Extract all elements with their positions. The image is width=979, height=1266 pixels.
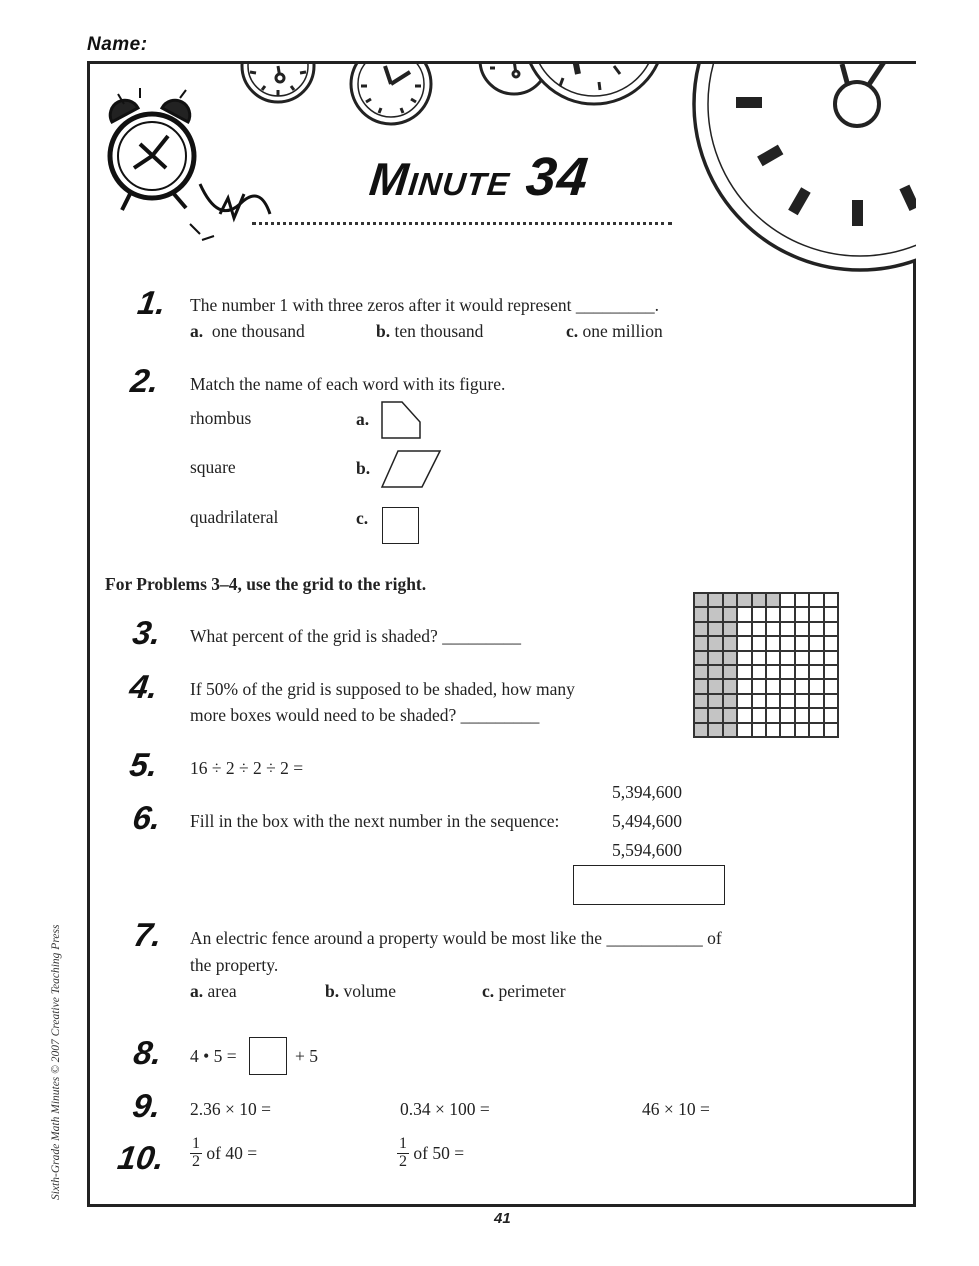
grid-cell-shaded	[708, 593, 722, 607]
problem-10-number: 10.	[115, 1139, 167, 1176]
sequence-answer-box[interactable]	[573, 865, 725, 905]
grid-cell	[809, 607, 823, 621]
problem-7-option-c: c. perimeter	[482, 981, 566, 1001]
grid-cell	[824, 607, 838, 621]
grid-cell	[766, 636, 780, 650]
title-underline	[252, 222, 672, 225]
problem-6-number: 6.	[130, 799, 164, 836]
problem-7-line1: An electric fence around a property would be most like the ___________ of	[190, 928, 722, 948]
problem-2-text: Match the name of each word with its figure.	[190, 374, 506, 394]
grid-cell	[795, 679, 809, 693]
section-heading: For Problems 3–4, use the grid to the right.	[105, 574, 427, 594]
problem-1-number: 1.	[135, 284, 169, 321]
problem-10-item-1: $\frac{1}{2}$ of 40 =	[192, 1135, 258, 1170]
grid-cell-shaded	[708, 636, 722, 650]
problem-1-option-a: a. one thousand	[190, 321, 305, 341]
grid-cell	[737, 636, 751, 650]
rhombus-figure	[380, 449, 442, 489]
grid-cell-shaded	[752, 593, 766, 607]
title-word: Minute	[367, 153, 513, 205]
grid-cell	[824, 723, 838, 737]
word-rhombus: rhombus	[190, 408, 252, 428]
grid-cell	[752, 708, 766, 722]
grid-cell-shaded	[708, 622, 722, 636]
grid-cell	[737, 679, 751, 693]
grid-cell	[824, 622, 838, 636]
grid-cell-shaded	[723, 593, 737, 607]
grid-cell	[780, 679, 794, 693]
grid-cell	[780, 665, 794, 679]
grid-cell	[737, 708, 751, 722]
problem-4-number: 4.	[127, 668, 161, 705]
grid-cell	[780, 708, 794, 722]
grid-cell	[737, 665, 751, 679]
grid-cell	[737, 607, 751, 621]
title-number: 34	[523, 147, 592, 207]
grid-cell	[780, 723, 794, 737]
grid-cell-shaded	[694, 651, 708, 665]
grid-cell-shaded	[737, 593, 751, 607]
grid-cell-shaded	[723, 723, 737, 737]
grid-cell-shaded	[723, 636, 737, 650]
grid-cell-shaded	[723, 679, 737, 693]
grid-cell	[824, 708, 838, 722]
grid-cell-shaded	[708, 708, 722, 722]
problem-5-text: 16 ÷ 2 ÷ 2 ÷ 2 =	[190, 758, 304, 778]
grid-cell	[752, 679, 766, 693]
problem-2-number: 2.	[128, 362, 162, 399]
grid-cell	[766, 679, 780, 693]
grid-cell	[752, 622, 766, 636]
grid-cell-shaded	[708, 694, 722, 708]
grid-cell	[752, 694, 766, 708]
grid-cell	[809, 723, 823, 737]
problem-1-option-c: c. one million	[566, 321, 663, 341]
grid-cell	[737, 622, 751, 636]
grid-cell	[780, 593, 794, 607]
grid-cell	[809, 665, 823, 679]
problem-8-answer-box[interactable]	[249, 1037, 287, 1075]
copyright-text: Sixth-Grade Math Minutes © 2007 Creative Teaching Press	[50, 924, 62, 1200]
grid-cell	[766, 665, 780, 679]
problem-7-line2: the property.	[190, 955, 279, 975]
grid-cell-shaded	[694, 622, 708, 636]
grid-cell	[809, 622, 823, 636]
grid-cell-shaded	[694, 679, 708, 693]
problem-6-text: Fill in the box with the next number in the sequence:	[190, 811, 560, 831]
grid-cell	[737, 651, 751, 665]
grid-cell	[752, 723, 766, 737]
word-quadrilateral: quadrilateral	[190, 507, 279, 527]
grid-cell-shaded	[708, 665, 722, 679]
grid-cell	[824, 665, 838, 679]
fraction-one-half: $\frac{1}{2}$	[192, 1135, 200, 1170]
problem-4-line1: If 50% of the grid is supposed to be shaded, how many	[190, 679, 575, 699]
problem-4-line2: more boxes would need to be shaded? _________	[190, 705, 540, 725]
alarm-clock-icon	[110, 88, 270, 240]
grid-cell	[780, 607, 794, 621]
problem-8-number: 8.	[131, 1034, 165, 1071]
grid-cell	[795, 636, 809, 650]
quadrilateral-figure	[380, 400, 422, 442]
problem-7-option-b: b. volume	[325, 981, 396, 1001]
grid-cell	[766, 607, 780, 621]
sequence-item-2: 5,494,600	[612, 811, 682, 831]
figure-c-label: c.	[356, 508, 369, 528]
figure-a-label: a.	[356, 409, 370, 429]
grid-cell	[795, 665, 809, 679]
grid-cell-shaded	[708, 651, 722, 665]
grid-cell	[752, 607, 766, 621]
problem-7-option-a: a. area	[190, 981, 237, 1001]
grid-cell	[766, 708, 780, 722]
problem-7-number: 7.	[131, 916, 165, 953]
grid-cell	[766, 651, 780, 665]
grid-cell-shaded	[723, 665, 737, 679]
problem-9-item-3: 46 × 10 =	[642, 1099, 710, 1119]
page-title	[367, 146, 592, 208]
grid-cell	[795, 694, 809, 708]
grid-cell-shaded	[694, 636, 708, 650]
grid-cell	[766, 723, 780, 737]
grid-cell	[795, 723, 809, 737]
grid-cell	[780, 694, 794, 708]
problem-5-number: 5.	[127, 746, 161, 783]
wall-clock-icon	[351, 64, 431, 124]
grid-cell-shaded	[723, 622, 737, 636]
grid-cell	[795, 651, 809, 665]
grid-cell-shaded	[708, 679, 722, 693]
fraction-one-half: $\frac{1}{2}$	[399, 1135, 407, 1170]
grid-cell-shaded	[723, 694, 737, 708]
grid-cell	[809, 708, 823, 722]
hundred-grid	[693, 592, 839, 738]
page-number: 41	[494, 1210, 511, 1227]
problem-3-text: What percent of the grid is shaded? _________	[190, 626, 521, 646]
grid-cell	[824, 694, 838, 708]
grid-cell	[780, 651, 794, 665]
sequence-item-3: 5,594,600	[612, 840, 682, 860]
grid-cell	[809, 593, 823, 607]
problem-8-right: + 5	[295, 1046, 318, 1066]
grid-cell-shaded	[723, 651, 737, 665]
sequence-item-1: 5,394,600	[612, 782, 682, 802]
grid-cell-shaded	[694, 593, 708, 607]
grid-cell	[780, 636, 794, 650]
grid-cell	[752, 665, 766, 679]
problem-1-option-b: b. ten thousand	[376, 321, 484, 341]
large-clock-icon	[694, 64, 916, 270]
grid-cell	[824, 636, 838, 650]
grid-cell-shaded	[766, 593, 780, 607]
wall-clock-icon	[524, 64, 664, 104]
name-label: Name:	[87, 34, 148, 55]
grid-cell-shaded	[708, 607, 722, 621]
grid-cell	[824, 593, 838, 607]
grid-cell	[824, 679, 838, 693]
problem-9-item-2: 0.34 × 100 =	[400, 1099, 490, 1119]
problem-8-left: 4 • 5 =	[190, 1046, 237, 1066]
grid-cell	[824, 651, 838, 665]
grid-cell-shaded	[694, 723, 708, 737]
grid-cell	[795, 593, 809, 607]
grid-cell	[809, 694, 823, 708]
problem-1-text: The number 1 with three zeros after it would represent _________.	[190, 295, 659, 315]
problem-9-number: 9.	[130, 1087, 164, 1124]
grid-cell	[780, 622, 794, 636]
grid-cell	[809, 636, 823, 650]
grid-cell	[809, 651, 823, 665]
grid-cell-shaded	[708, 723, 722, 737]
grid-cell	[752, 651, 766, 665]
grid-cell-shaded	[694, 665, 708, 679]
figure-b-label: b.	[356, 458, 371, 478]
grid-cell-shaded	[723, 607, 737, 621]
word-square: square	[190, 457, 236, 477]
grid-cell	[737, 694, 751, 708]
grid-cell	[737, 723, 751, 737]
grid-cell	[795, 622, 809, 636]
grid-cell	[795, 708, 809, 722]
problem-10-item-2: $\frac{1}{2}$ of 50 =	[399, 1135, 465, 1170]
wall-clock-icon	[242, 64, 314, 102]
square-figure	[382, 507, 419, 544]
grid-cell	[795, 607, 809, 621]
grid-cell-shaded	[723, 708, 737, 722]
grid-cell-shaded	[694, 607, 708, 621]
grid-cell	[752, 636, 766, 650]
problem-9-item-1: 2.36 × 10 =	[190, 1099, 271, 1119]
grid-cell	[766, 694, 780, 708]
problem-3-number: 3.	[130, 614, 164, 651]
grid-cell-shaded	[694, 708, 708, 722]
grid-cell-shaded	[694, 694, 708, 708]
grid-cell	[766, 622, 780, 636]
grid-cell	[809, 679, 823, 693]
